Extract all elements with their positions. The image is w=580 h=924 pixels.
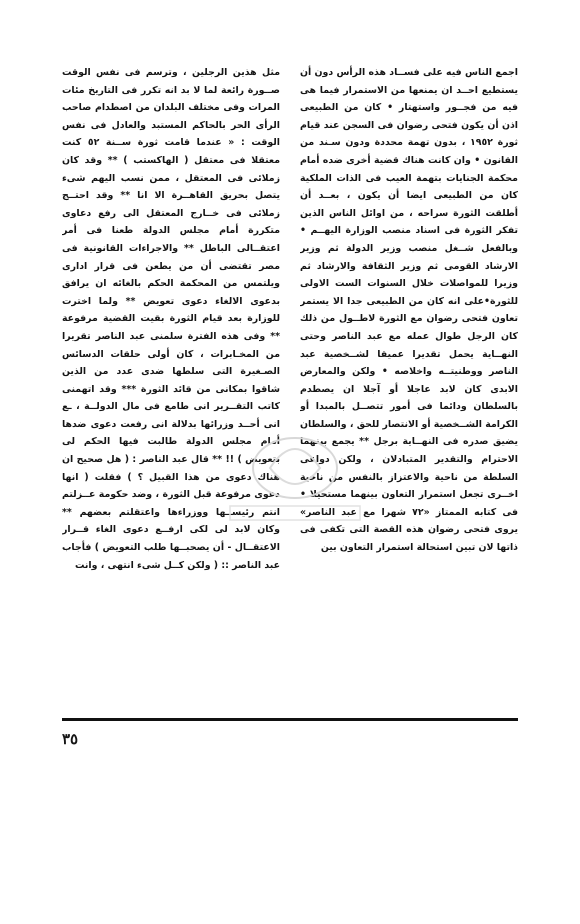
column-left-text: مثل هذين الرجلين ، وترسم فى نفس الوقت صــورة رائعة لما لا بد انه تكرر فى التاريخ مئات المرات وفى مختلف البلدان من اصطدام صاحب الرأى الحر بالحاكم المستبد والعادل فى نفس الوقت : « عندما قامت ثورة ســنة ٥٢ كنت معتقلا فى معتقل ( الهاكستب ) ** وقد كان زملائى فى المعتقل ، ممن نسب اليهم شىء يتصل بحريق القاهــرة الا انا ** وقد احتــج زملائى فى خــارج المعتقل الى رفع دعاوى متكررة أمام مجلس الدولة طعنا فى أمر اعتقــالى الباطل ** والاجراءات القانونية فى مصر تقتضى أن من يطعن فى قرار ادارى ويلتمس من المحكمة الحكم بالغائه ان يرافق بدعوى الالغاء دعوى تعويض ** ولما اخترت للوزارة بعد قيام الثورة بقيت القضية مرفوعة ** وفى هذه الفترة سلمنى عبد الناصر تقريرا من المخـابرات ، كان أولى حلقات الدسائس الصـغيرة التى سلطها ضدى عدد من الذين شاقوا بمكانى من قائد الثورة *** وقد اتهمنى كاتب التقــرير انى طامع فى مال الدولــة ، ـع انى أحــد وزرائها بدلالة انى رفعت دعوى ضدها أمام مجلس الدولة طالبت فيها الحكم لى بتعويض ) !! ** قال عبد الناصر : ( هل صحيح ان هناك دعوى من هذا القبيل ؟ ) فقلت ( انها دعوى مرفوعة قبل الثورة ، وضد حكومة عــزلتم انتم رئيســها ووزراءها واعتقلتم بعضهم ** وكان لابد لى لكى ارفــع دعوى الغاء قــرار الاعتقــال - أن يصحبــها طلب التعويض ) فأجاب عبد الناصر :: ( ولكن كــل شىء انتهى ، وانت — [62, 67, 280, 571]
page-number: ٣٥ — [62, 730, 79, 748]
footer-rule — [62, 718, 518, 721]
text-column-right — [300, 64, 518, 702]
text-column-left — [62, 64, 280, 702]
column-right-text: اجمع الناس فيه على فســاد هذه الرأس دون أن يستطيع احــد ان يمنعها من الاستمرار فيما هى فيه من فجــور واستهتار • كان من الطبيعى اذن أن يكون فتحى رضوان فى السجن عند قيام ثورة ١٩٥٢ ، بدون تهمة محددة ودون سـند من القانون • وان كانت هناك قضية أخرى ضده أمام محكمة الجنايات بتهمة العيب فى الذات الملكية كان من الطبيعى ايضا أن يكون ، بعــد أن أطلقت الثورة سراحه ، من اوائل الناس الذين تفكر الثورة فى اسناد منصب الوزارة اليهــم • وبالفعل شــغل منصب وزير الدولة ثم وزير الارشاد القومى ثم وزير الثقافة والارشاد ثم وزيرا للمواصلات خلال السنوات الست الاولى للثورة•على انه كان من الطبيعى جدا الا يستمر تعاون فتحى رضوان مع الثورة لاطــول من ذلك كان الرجل طوال عمله مع عبد الناصر وحتى النهــاية يحمل تقديرا عميقا لشــخصية عبد الناصر ووطنيتــه واخلاصه • ولكن والمعارض الابدى كان لابد عاجلا أو آجلا ان يصطدم بالسلطان ودائما فى أمور تتصــل بالمبدا أو الكرامة الشــخصية أو الانتصار للحق ، والسلطان يضيق صدره فى النهــاية برجل ** يجمع بينهما الاحترام والتقدير المتبادلان ، ولكن دواعى السلطة من ناحية والاعتزاز بالنفس من ناحية اخــرى تجعل استمرار التعاون بينهما مستحيلا • فى كتابه الممتاز «٧٢ شهرا مع عبد الناصر» يروى فتحى رضوان هذه القصة التى تكفى فى ذاتها لان تبين استحالة استمرار التعاون بين — [300, 67, 518, 554]
